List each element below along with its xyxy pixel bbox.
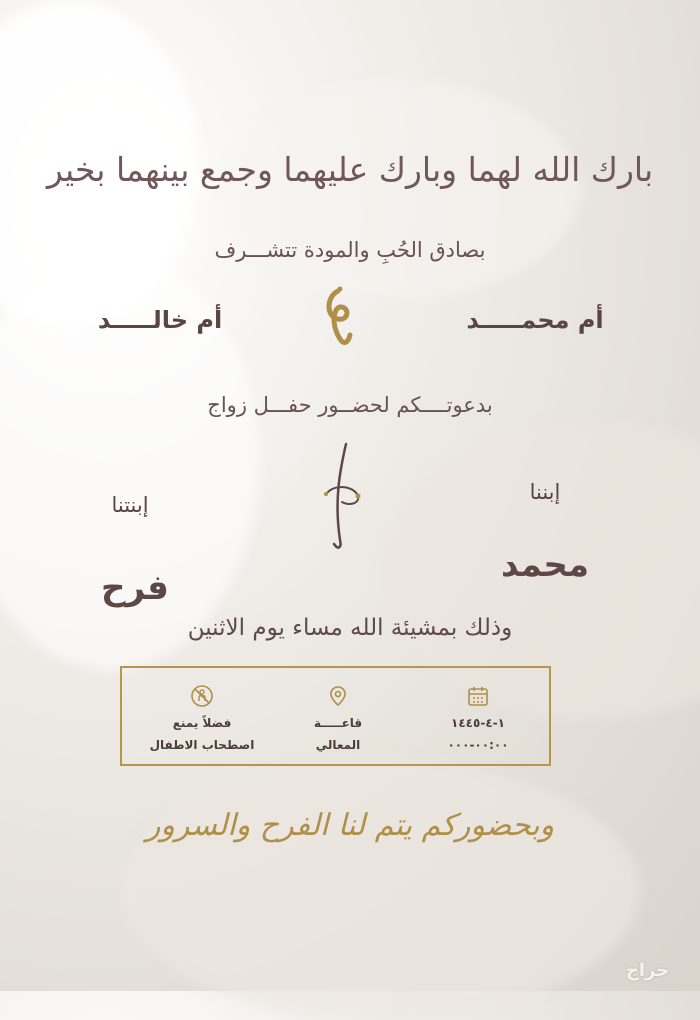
blessing-heading: بارك الله لهما وبارك عليهما وجمع بينهما بخير xyxy=(46,150,654,189)
calendar-icon xyxy=(466,684,490,708)
location-pin-icon xyxy=(326,684,350,708)
bride-mother-name: أم خالـــــد xyxy=(97,306,223,334)
details-box xyxy=(120,666,551,766)
no-children-line2: اصطحاب الاطفال xyxy=(149,738,255,752)
background-petal xyxy=(220,80,580,300)
groom-mother-name: أم محمـــــد xyxy=(466,306,604,334)
bride-name: فرح xyxy=(101,568,169,608)
watermark-logo: حراج xyxy=(625,960,670,981)
no-children-icon xyxy=(190,684,214,708)
ampersand-ornament xyxy=(318,283,358,353)
no-children-line1: فضلاً يمنع xyxy=(172,716,232,730)
invitation-line: بدعوتــــكم لحضــور حفـــل زواج xyxy=(207,393,493,417)
background-petal xyxy=(120,760,640,1020)
monogram-ornament xyxy=(318,440,368,552)
closing-calligraphy: وبحضوركم يتم لنا الفرح والسرور xyxy=(145,808,555,843)
time-value: ٠٠:٠٠-٠٠٠ xyxy=(447,738,509,752)
venue-label: قاعـــــة xyxy=(313,716,363,730)
daughter-label: إبنتنا xyxy=(111,493,149,517)
date-value: ١-٤-١٤٤٥ xyxy=(451,716,505,730)
son-label: إبننا xyxy=(529,480,561,504)
date-cell xyxy=(408,668,548,764)
venue-cell xyxy=(268,668,408,764)
intro-line: بصادق الحُبِ والمودة تتشـــرف xyxy=(214,238,486,262)
groom-name: محمد xyxy=(501,545,589,585)
venue-name: المعالي xyxy=(315,738,361,752)
no-children-cell xyxy=(132,668,272,764)
day-line: وذلك بمشيئة الله مساء يوم الاثنين xyxy=(187,615,513,641)
